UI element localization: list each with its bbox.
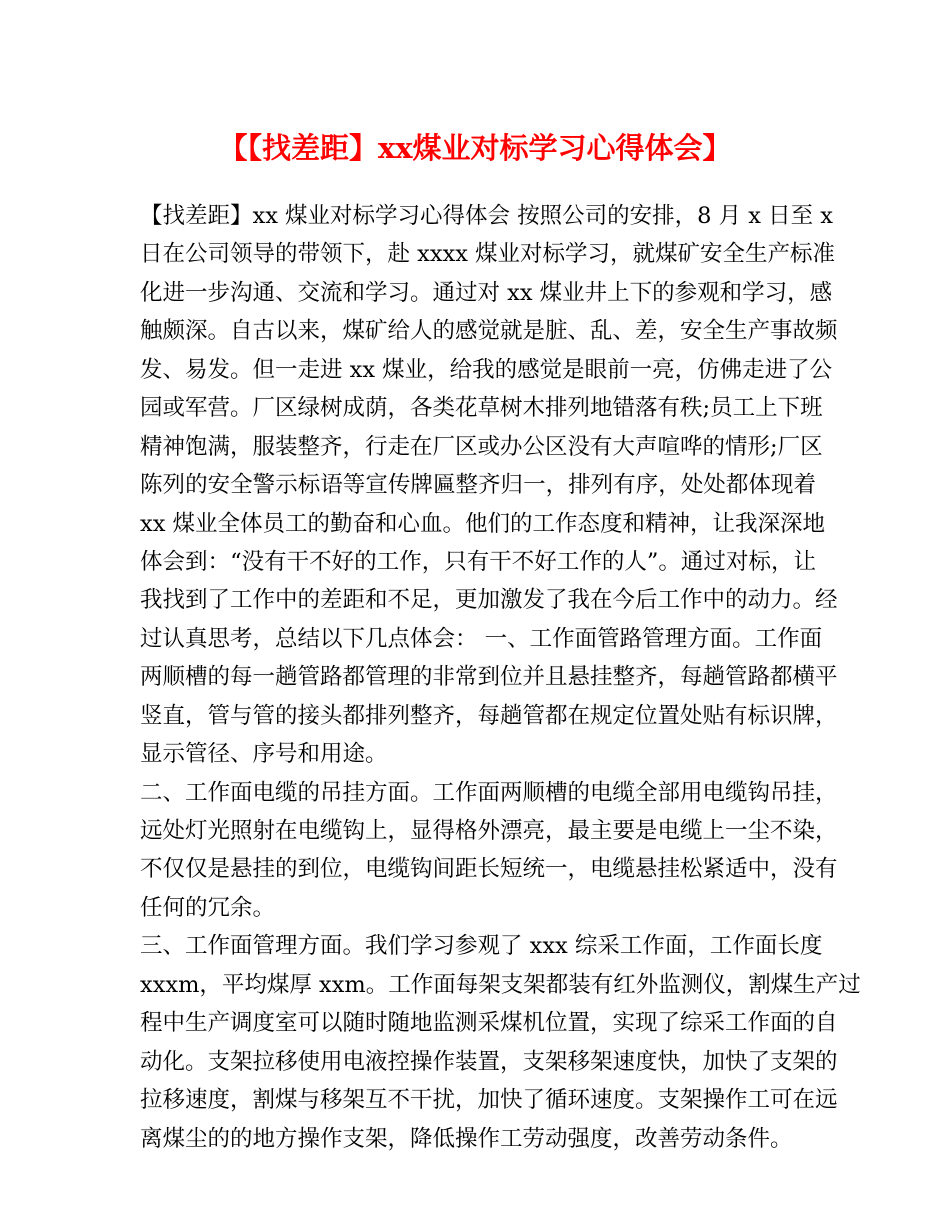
text-line: 我找到了工作中的差距和不足，更加激发了我在今后工作中的动力。经 — [140, 587, 838, 614]
text-line: 园或军营。厂区绿树成荫，各类花草树木排列地错落有秩;员工上下班 — [140, 395, 823, 422]
text-line: 体会到：“没有干不好的工作，只有干不好工作的人”。通过对标，让 — [140, 548, 816, 575]
text-line: xx 煤业全体员工的勤奋和心血。他们的工作态度和精神，让我深深地 — [140, 510, 826, 537]
text-line: 日在公司领导的带领下，赴 xxxx 煤业对标学习，就煤矿安全生产标准 — [140, 241, 836, 268]
text-line: 陈列的安全警示标语等宣传牌匾整齐归一，排列有序，处处都体现着 — [140, 472, 816, 499]
document-title: 【【找差距】xx煤业对标学习心得体会】 — [218, 131, 732, 165]
text-line: 发、易发。但一走进 xx 煤业，给我的感觉是眼前一亮，仿佛走进了公 — [140, 356, 833, 383]
text-line: 【找差距】xx 煤业对标学习心得体会 按照公司的安排，8 月 x 日至 x — [140, 203, 833, 229]
text-line: 动化。支架拉移使用电液控操作装置，支架移架速度快，加快了支架的 — [140, 1048, 838, 1075]
text-line: 竖直，管与管的接头都排列整齐，每趟管都在规定位置处贴有标识牌， — [140, 702, 838, 729]
text-line: 三、工作面管理方面。我们学习参观了 xxx 综采工作面，工作面长度 — [140, 933, 823, 960]
text-line: 远处灯光照射在电缆钩上，显得格外漂亮，最主要是电缆上一尘不染， — [140, 818, 838, 844]
text-line: 拉移速度，割煤与移架互不干扰，加快了循环速度。支架操作工可在远 — [140, 1087, 838, 1114]
text-line: 触颇深。自古以来，煤矿给人的感觉就是脏、乱、差，安全生产事故频 — [140, 318, 838, 345]
document-body — [140, 197, 861, 1158]
text-line: 显示管径、序号和用途。 — [140, 741, 388, 768]
text-line: 两顺槽的每一趟管路都管理的非常到位并且悬挂整齐，每趟管路都横平 — [140, 664, 838, 691]
text-line: 不仅仅是悬挂的到位，电缆钩间距长短统一，电缆悬挂松紧适中，没有 — [140, 856, 838, 883]
text-line: 过认真思考，总结以下几点体会： 一、工作面管路管理方面。工作面 — [140, 625, 823, 652]
text-line: 化进一步沟通、交流和学习。通过对 xx 煤业井上下的参观和学习，感 — [140, 279, 833, 306]
text-line: 程中生产调度室可以随时随地监测采煤机位置，实现了综采工作面的自 — [140, 1010, 838, 1037]
text-line: 精神饱满，服装整齐，行走在厂区或办公区没有大声喧哗的情形;厂区 — [140, 433, 823, 460]
text-line: 离煤尘的的地方操作支架，降低操作工劳动强度，改善劳动条件。 — [140, 1125, 793, 1152]
text-line: 二、工作面电缆的吊挂方面。工作面两顺槽的电缆全部用电缆钩吊挂， — [140, 779, 838, 806]
text-line: 任何的冗余。 — [140, 894, 276, 921]
text-line: xxxm，平均煤厚 xxm。工作面每架支架都装有红外监测仪，割煤生产过 — [140, 971, 861, 998]
